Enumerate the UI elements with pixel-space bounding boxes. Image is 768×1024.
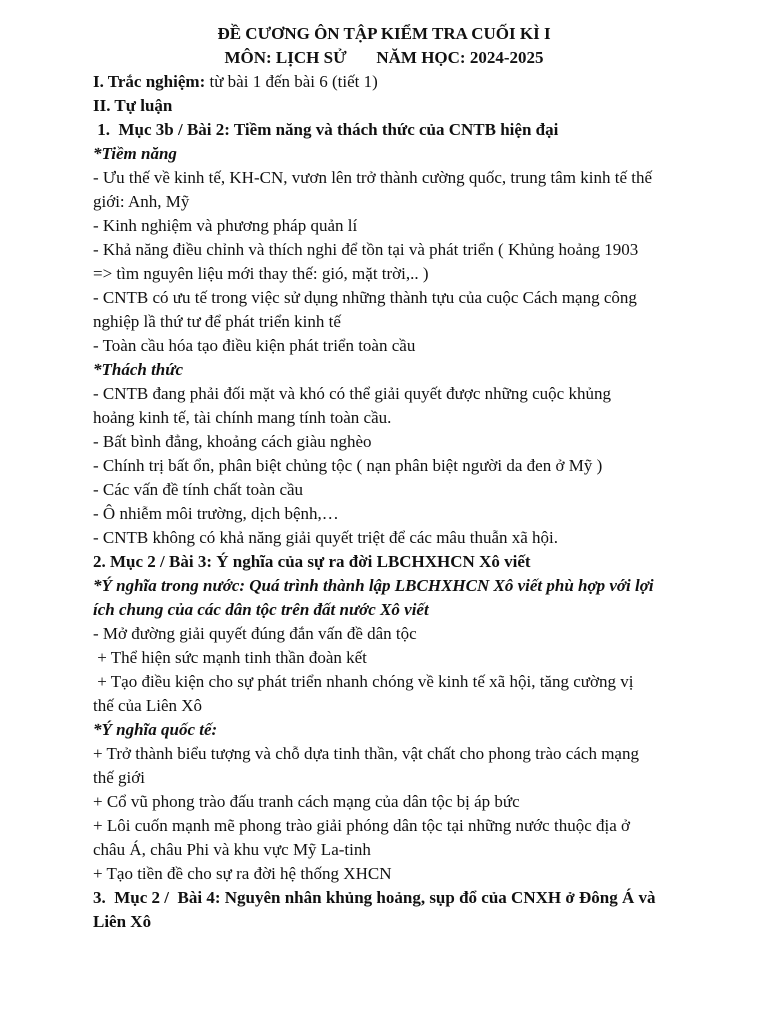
paragraph-line: hoảng kinh tế, tài chính mang tính toàn cầu.: [93, 408, 392, 427]
section-multiple-choice: [93, 70, 378, 94]
paragraph-line: thế của Liên Xô: [93, 696, 203, 715]
paragraph-line: - CNTB đang phải đối mặt và khó có thể giải quyết được những cuộc khủng: [93, 384, 611, 403]
item-2-heading: 2. Mục 2 / Bài 3: Ý nghĩa của sự ra đời LBCHXHCN Xô viết: [93, 552, 531, 571]
paragraph-line: - CNTB không có khả năng giải quyết triệt để các mâu thuẫn xã hội.: [93, 528, 559, 547]
paragraph-line: - Bất bình đẳng, khoảng cách giàu nghèo: [93, 432, 372, 451]
document-title: ĐỀ CƯƠNG ÔN TẬP KIỂM TRA CUỐI KÌ I: [217, 24, 551, 43]
section-label: I. Trắc nghiệm:: [93, 72, 206, 91]
item-1-subheading-challenges: *Thách thức: [93, 360, 183, 379]
paragraph-line: - Mở đường giải quyết đúng đắn vấn đề dân tộc: [93, 624, 417, 643]
item-2-subheading-international: *Ý nghĩa quốc tế:: [93, 720, 218, 739]
paragraph-line: - Chính trị bất ổn, phân biệt chủng tộc ( nạn phân biệt người da đen ở Mỹ ): [93, 456, 603, 475]
paragraph-line: + Lôi cuốn mạnh mẽ phong trào giải phóng dân tộc tại những nước thuộc địa ở: [93, 816, 630, 835]
paragraph-line: + Trở thành biểu tượng và chỗ dựa tinh thần, vật chất cho phong trào cách mạng: [93, 744, 639, 763]
paragraph-line: - CNTB có ưu tế trong việc sử dụng những thành tựu của cuộc Cách mạng công: [93, 288, 637, 307]
paragraph-line: + Thể hiện sức mạnh tinh thần đoàn kết: [93, 648, 367, 667]
item-2-subheading-domestic-cont: ích chung của các dân tộc trên đất nước Xô viết: [93, 600, 429, 619]
paragraph-line: - Kinh nghiệm và phương pháp quản lí: [93, 216, 358, 235]
paragraph-line: => tìm nguyên liệu mới thay thế: gió, mặt trời,.. ): [93, 264, 429, 283]
item-1-heading: 1. Mục 3b / Bài 2: Tiềm năng và thách thức của CNTB hiện đại: [93, 120, 559, 139]
paragraph-line: - Các vấn đề tính chất toàn cầu: [93, 480, 304, 499]
paragraph-line: - Ưu thế về kinh tế, KH-CN, vươn lên trở thành cường quốc, trung tâm kinh tế thế: [93, 168, 653, 187]
item-2-subheading-domestic: *Ý nghĩa trong nước: Quá trình thành lập LBCHXHCN Xô viết phù hợp với lợi: [93, 576, 654, 595]
paragraph-line: nghiệp lầ thứ tư để phát triển kinh tế: [93, 312, 341, 331]
paragraph-line: giới: Anh, Mỹ: [93, 192, 190, 211]
paragraph-line: + Cổ vũ phong trào đấu tranh cách mạng của dân tộc bị áp bức: [93, 792, 520, 811]
paragraph-line: châu Á, châu Phi và khu vực Mỹ La-tinh: [93, 840, 371, 859]
paragraph-line: + Tạo tiền đề cho sự ra đời hệ thống XHCN: [93, 864, 392, 883]
item-3-heading: 3. Mục 2 / Bài 4: Nguyên nhân khủng hoảng, sụp đổ của CNXH ở Đông Á và: [93, 888, 656, 907]
item-1-subheading-potential: *Tiềm năng: [93, 144, 177, 163]
paragraph-line: + Tạo điều kiện cho sự phát triển nhanh chóng về kinh tế xã hội, tăng cường vị: [93, 672, 634, 691]
section-essay-heading: II. Tự luận: [93, 96, 173, 115]
paragraph-line: thế giới: [93, 768, 145, 787]
paragraph-line: - Khả năng điều chỉnh và thích nghi để tồn tại và phát triển ( Khủng hoảng 1903: [93, 240, 639, 259]
item-3-heading-cont: Liên Xô: [93, 912, 152, 931]
paragraph-line: - Ô nhiễm môi trường, dịch bệnh,…: [93, 504, 339, 523]
paragraph-line: - Toàn cầu hóa tạo điều kiện phát triển toàn cầu: [93, 336, 416, 355]
section-text: từ bài 1 đến bài 6 (tiết 1): [205, 72, 378, 91]
document-subtitle: MÔN: LỊCH SỬ NĂM HỌC: 2024-2025: [224, 48, 544, 67]
